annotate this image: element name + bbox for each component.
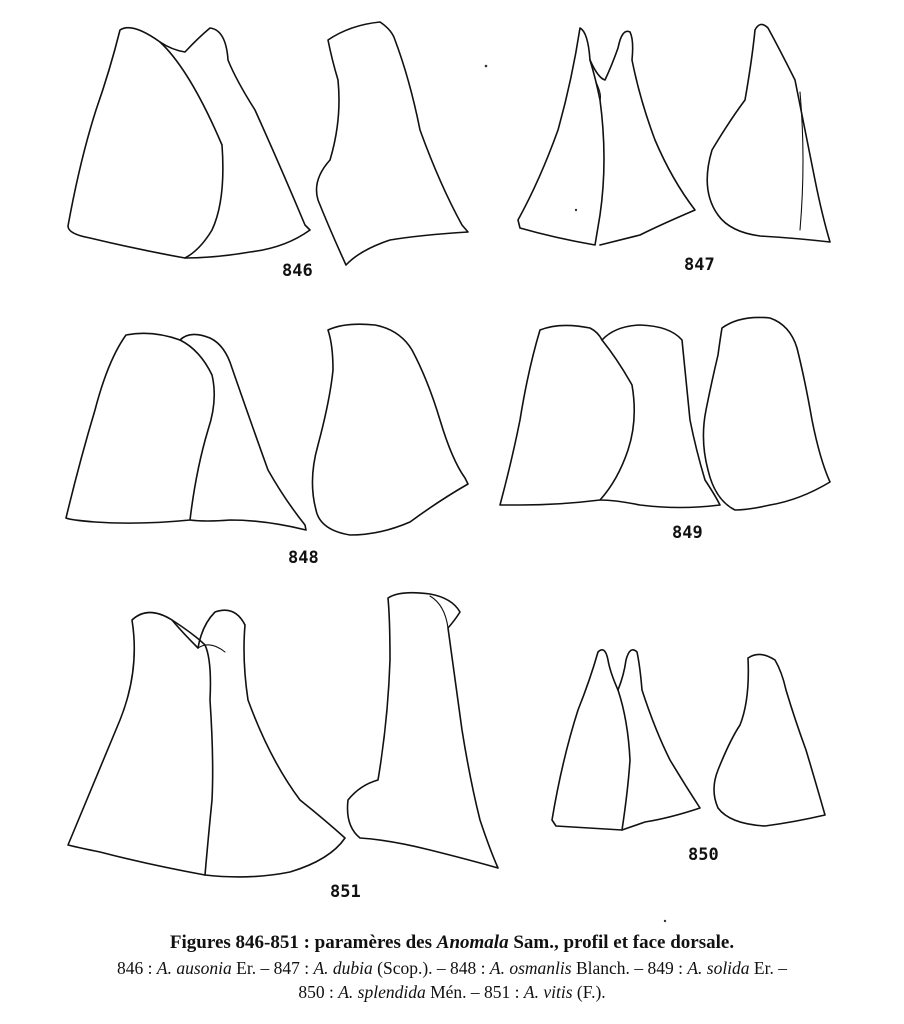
legend-851-species: A. vitis	[523, 982, 573, 1002]
legend-dash: –	[773, 958, 787, 978]
fig-851-dorsal-fold	[198, 645, 225, 652]
fig-849-lateral	[703, 317, 830, 510]
fig-851-dorsal-left	[68, 613, 213, 876]
legend-850-author: Mén.	[430, 982, 467, 1002]
legend-848-species: A. osmanlis	[489, 958, 572, 978]
fig-847-dorsal-right	[590, 31, 695, 245]
figure-850-drawings	[552, 650, 825, 865]
figure-caption	[0, 930, 904, 1004]
legend-separator: :	[476, 958, 490, 978]
figure-number-848: 848	[288, 548, 319, 568]
figure-number-849: 849	[672, 523, 703, 543]
fig-850-dorsal-left	[552, 650, 630, 830]
fig-848-dorsal-left	[66, 333, 214, 523]
legend-dash: –	[256, 958, 274, 978]
fig-851-dorsal-right	[172, 610, 345, 877]
legend-847-author: (Scop.).	[377, 958, 433, 978]
legend-separator: :	[673, 958, 688, 978]
legend-separator: :	[143, 958, 157, 978]
fig-847-lateral-ridge	[800, 92, 803, 230]
fig-850-dorsal-right	[618, 650, 700, 830]
legend-dash: –	[466, 982, 485, 1002]
fig-849-dorsal-right	[600, 325, 720, 508]
caption-title	[0, 930, 904, 956]
legend-846-number: 846	[117, 958, 144, 978]
figure-849-drawings	[500, 317, 830, 543]
legend-849-number: 849	[647, 958, 674, 978]
caption-genus: Anomala	[436, 932, 509, 953]
fig-851-lateral	[348, 593, 499, 868]
caption-legend	[0, 956, 904, 1004]
figure-number-850: 850	[688, 845, 719, 865]
fig-850-lateral	[714, 654, 825, 826]
legend-separator: :	[299, 958, 314, 978]
legend-850-species: A. splendida	[338, 982, 426, 1002]
legend-850-number: 850	[298, 982, 325, 1002]
legend-847-species: A. dubia	[313, 958, 373, 978]
fig-847-lateral	[707, 24, 830, 242]
scan-speck	[575, 209, 577, 211]
fig-848-dorsal-right	[180, 334, 306, 530]
legend-separator: :	[510, 982, 524, 1002]
legend-separator: :	[324, 982, 339, 1002]
caption-lead: Figures 846-851 : paramères des	[169, 932, 437, 953]
fig-846-dorsal-left	[68, 28, 223, 258]
figure-848-drawings	[66, 324, 468, 568]
legend-dash: –	[629, 958, 648, 978]
figure-851-drawings	[68, 593, 498, 902]
legend-846-species: A. ausonia	[156, 958, 232, 978]
legend-851-author: (F.).	[576, 982, 606, 1002]
fig-846-lateral	[317, 22, 469, 265]
fig-846-dorsal-right	[160, 28, 310, 258]
figure-number-846: 846	[282, 261, 313, 281]
figure-847-drawings	[518, 24, 830, 275]
legend-848-author: Blanch.	[575, 958, 630, 978]
figure-846-drawings	[68, 22, 468, 281]
legend-847-number: 847	[273, 958, 300, 978]
fig-848-lateral	[312, 324, 468, 535]
figure-number-847: 847	[684, 255, 715, 275]
fig-851-lateral-fold	[430, 596, 448, 628]
legend-849-author: Er.	[753, 958, 774, 978]
legend-848-number: 848	[450, 958, 477, 978]
legend-line-2	[0, 980, 904, 1004]
legend-849-species: A. solida	[687, 958, 750, 978]
legend-line-1	[0, 956, 904, 980]
legend-dash: –	[432, 958, 451, 978]
legend-846-author: Er.	[236, 958, 257, 978]
figure-number-851: 851	[330, 882, 361, 902]
scan-speck	[664, 920, 666, 922]
legend-851-number: 851	[484, 982, 511, 1002]
scan-speck	[485, 65, 488, 68]
caption-tail: Sam., profil et face dorsale.	[508, 932, 735, 953]
fig-849-dorsal-left	[500, 325, 634, 505]
